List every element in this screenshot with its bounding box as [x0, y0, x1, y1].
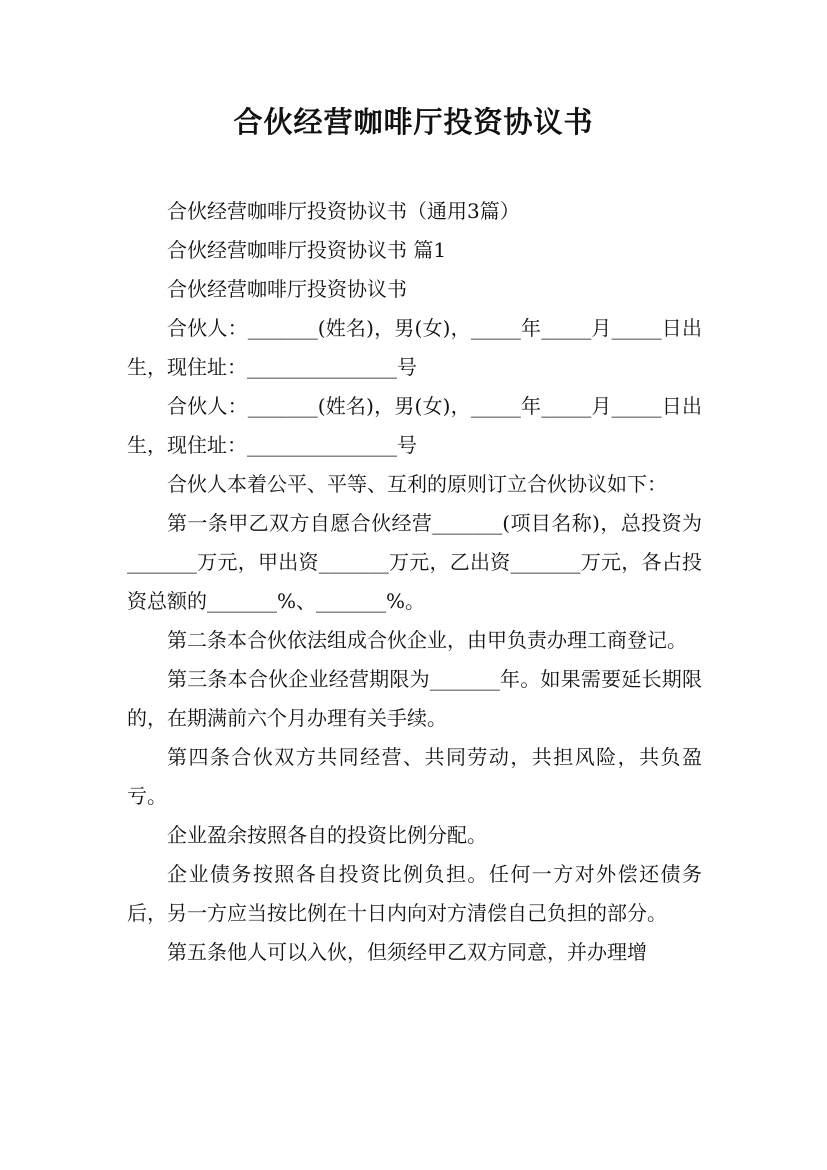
- paragraph-debt: 企业债务按照各自投资比例负担。任何一方对外偿还债务后，另一方应当按比例在十日内向对方清偿自己负担的部分。: [127, 862, 702, 925]
- paragraph-heading: 合伙经营咖啡厅投资协议书（通用3篇）: [167, 199, 520, 223]
- paragraph-partner-1: 合伙人：_______(姓名)，男(女)，_____年_____月_____日出生，现住址：_______________号: [127, 316, 702, 379]
- paragraph-article-1: 第一条甲乙双方自愿合伙经营_______(项目名称)，总投资为_______万元，甲出资_______万元，乙出资_______万元，各占投资总额的_______%、_______%。: [127, 511, 702, 613]
- paragraph-profit: 企业盈余按照各自的投资比例分配。: [167, 823, 487, 847]
- paragraph-article-4: 第四条合伙双方共同经营、共同劳动，共担风险，共负盈亏。: [127, 745, 702, 808]
- document-body: [127, 192, 702, 972]
- paragraph-article-2: 第二条本合伙依法组成合伙企业，由甲负责办理工商登记。: [167, 628, 687, 652]
- paragraph-article-3: 第三条本合伙企业经营期限为_______年。如果需要延长期限的，在期满前六个月办理有关手续。: [127, 667, 702, 730]
- paragraph-article-5: 第五条他人可以入伙，但须经甲乙双方同意，并办理增: [167, 940, 647, 964]
- paragraph-partner-2: 合伙人：_______(姓名)，男(女)，_____年_____月_____日出生，现住址：_______________号: [127, 394, 702, 457]
- paragraph-doc-name: 合伙经营咖啡厅投资协议书: [167, 277, 407, 301]
- paragraph-intro: 合伙人本着公平、平等、互利的原则订立合伙协议如下：: [167, 472, 667, 496]
- paragraph-subheading: 合伙经营咖啡厅投资协议书 篇1: [167, 238, 447, 262]
- document-title: 合伙经营咖啡厅投资协议书: [233, 105, 594, 139]
